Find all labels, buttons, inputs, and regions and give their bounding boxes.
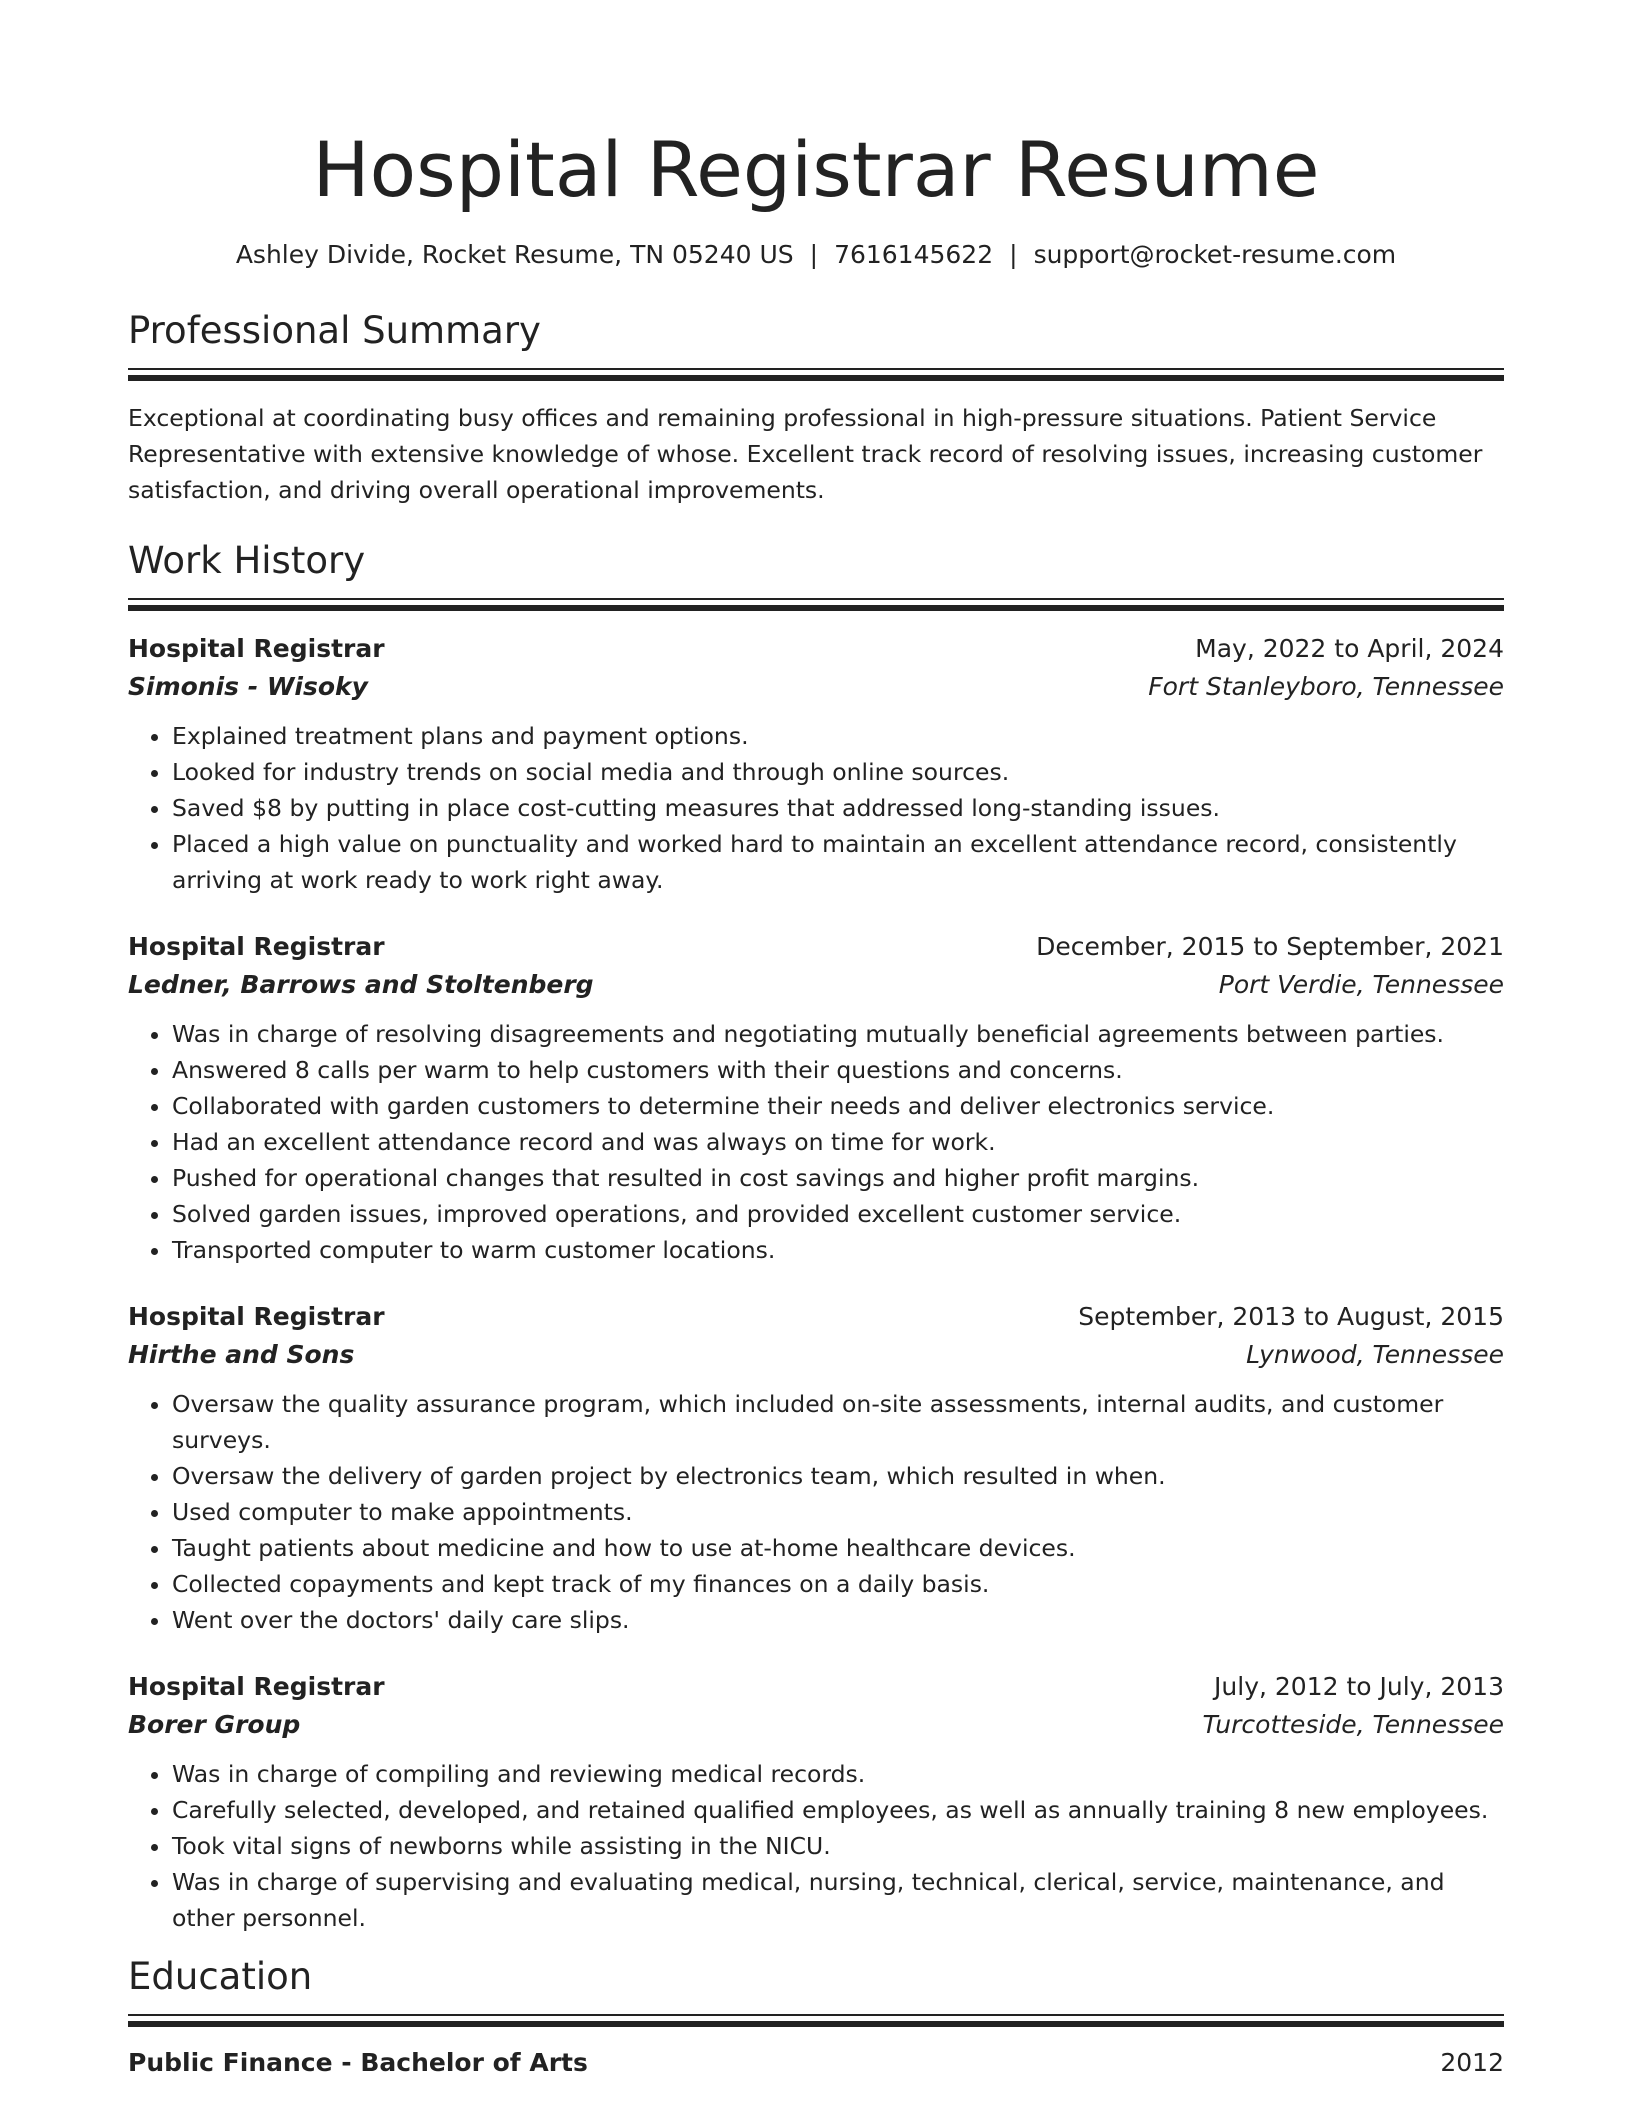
job-header-row: [128, 1298, 1504, 1336]
list-item: • Oversaw the delivery of garden project by electronics team, which resulted in when.: [172, 1458, 1504, 1494]
job-dates: December, 2015 to September, 2021: [1036, 932, 1504, 961]
list-item: • Was in charge of supervising and evaluating medical, nursing, technical, clerical, service, maintenance, and other personnel.: [172, 1864, 1504, 1936]
list-item: • Had an excellent attendance record and was always on time for work.: [172, 1124, 1504, 1160]
contact-line: [128, 238, 1504, 272]
section-heading-work: Work History: [128, 539, 366, 582]
job-entry: [128, 630, 1504, 898]
list-item: • Carefully selected, developed, and retained qualified employees, as well as annually training 8 new employees.: [172, 1792, 1504, 1828]
job-company-row: [128, 1336, 1504, 1374]
section-divider: [128, 598, 1504, 610]
job-company-row: [128, 966, 1504, 1004]
job-header-row: [128, 630, 1504, 668]
list-item: • Oversaw the quality assurance program, which included on-site assessments, internal audits, and customer surveys.: [172, 1386, 1504, 1458]
job-company: Borer Group: [128, 1710, 301, 1739]
list-item: • Took vital signs of newborns while assisting in the NICU.: [172, 1828, 1504, 1864]
job-title: Hospital Registrar: [128, 634, 385, 663]
education-entry: [128, 2044, 1504, 2082]
contact-phone: 7616145622: [834, 240, 994, 269]
list-item: • Collected copayments and kept track of my finances on a daily basis.: [172, 1566, 1504, 1602]
work-history-section: [128, 538, 1504, 1936]
job-bullet-list: [128, 718, 1504, 898]
job-entry: [128, 928, 1504, 1268]
list-item: • Placed a high value on punctuality and worked hard to maintain an excellent attendance record, consistently arriving at work ready to work right away.: [172, 826, 1504, 898]
education-section: [128, 1954, 1504, 2082]
list-item: • Solved garden issues, improved operations, and provided excellent customer service.: [172, 1196, 1504, 1232]
job-dates: May, 2022 to April, 2024: [1195, 634, 1504, 663]
section-heading-summary: Professional Summary: [128, 309, 541, 352]
job-company-row: [128, 1706, 1504, 1744]
job-title: Hospital Registrar: [128, 1672, 385, 1701]
summary-text: Exceptional at coordinating busy offices and remaining professional in high-pressure situations. Patient Service Representative with extensive knowledge of whose. Excellent track record of resolving issues, increasing customer satisfaction, and driving overall operational improvements.: [128, 404, 1483, 504]
job-location: Lynwood, Tennessee: [1246, 1340, 1504, 1369]
list-item: • Collaborated with garden customers to determine their needs and deliver electronics service.: [172, 1088, 1504, 1124]
job-location: Port Verdie, Tennessee: [1218, 970, 1504, 999]
list-item: • Explained treatment plans and payment options.: [172, 718, 1504, 754]
list-item: • Went over the doctors' daily care slips.: [172, 1602, 1504, 1638]
job-bullet-list: [128, 1016, 1504, 1268]
list-item: • Taught patients about medicine and how to use at-home healthcare devices.: [172, 1530, 1504, 1566]
job-bullet-list: [128, 1756, 1504, 1936]
job-location: Fort Stanleyboro, Tennessee: [1148, 672, 1504, 701]
page-title: Hospital Registrar Resume: [312, 125, 1320, 214]
list-item: • Transported computer to warm customer locations.: [172, 1232, 1504, 1268]
section-divider: [128, 368, 1504, 380]
job-bullet-list: [128, 1386, 1504, 1638]
job-location: Turcotteside, Tennessee: [1202, 1710, 1504, 1739]
job-title: Hospital Registrar: [128, 932, 385, 961]
job-list: [128, 630, 1504, 1936]
job-entry: [128, 1668, 1504, 1936]
list-item: • Was in charge of compiling and reviewing medical records.: [172, 1756, 1504, 1792]
job-dates: September, 2013 to August, 2015: [1078, 1302, 1504, 1331]
job-header-row: [128, 928, 1504, 966]
job-company-row: [128, 668, 1504, 706]
section-divider: [128, 2014, 1504, 2026]
resume-page: [128, 0, 1504, 2082]
list-item: • Looked for industry trends on social media and through online sources.: [172, 754, 1504, 790]
contact-separator: |: [809, 240, 819, 269]
contact-separator: |: [1009, 240, 1018, 269]
education-list: [128, 2044, 1504, 2082]
list-item: • Pushed for operational changes that resulted in cost savings and higher profit margins.: [172, 1160, 1504, 1196]
list-item: • Used computer to make appointments.: [172, 1494, 1504, 1530]
job-dates: July, 2012 to July, 2013: [1214, 1672, 1504, 1701]
contact-address: Ashley Divide, Rocket Resume, TN 05240 US: [235, 240, 794, 269]
list-item: • Answered 8 calls per warm to help customers with their questions and concerns.: [172, 1052, 1504, 1088]
contact-email: support@rocket-resume.com: [1033, 240, 1397, 269]
job-company: Ledner, Barrows and Stoltenberg: [128, 970, 594, 999]
job-company: Simonis - Wisoky: [128, 672, 368, 701]
education-degree: Public Finance - Bachelor of Arts: [128, 2048, 588, 2077]
job-entry: [128, 1298, 1504, 1638]
professional-summary-section: [128, 308, 1504, 508]
education-year: 2012: [1440, 2048, 1504, 2077]
list-item: • Was in charge of resolving disagreements and negotiating mutually beneficial agreements between parties.: [172, 1016, 1504, 1052]
list-item: • Saved $8 by putting in place cost-cutting measures that addressed long-standing issues.: [172, 790, 1504, 826]
job-title: Hospital Registrar: [128, 1302, 385, 1331]
job-company: Hirthe and Sons: [128, 1340, 355, 1369]
section-heading-education: Education: [128, 1955, 313, 1998]
job-header-row: [128, 1668, 1504, 1706]
